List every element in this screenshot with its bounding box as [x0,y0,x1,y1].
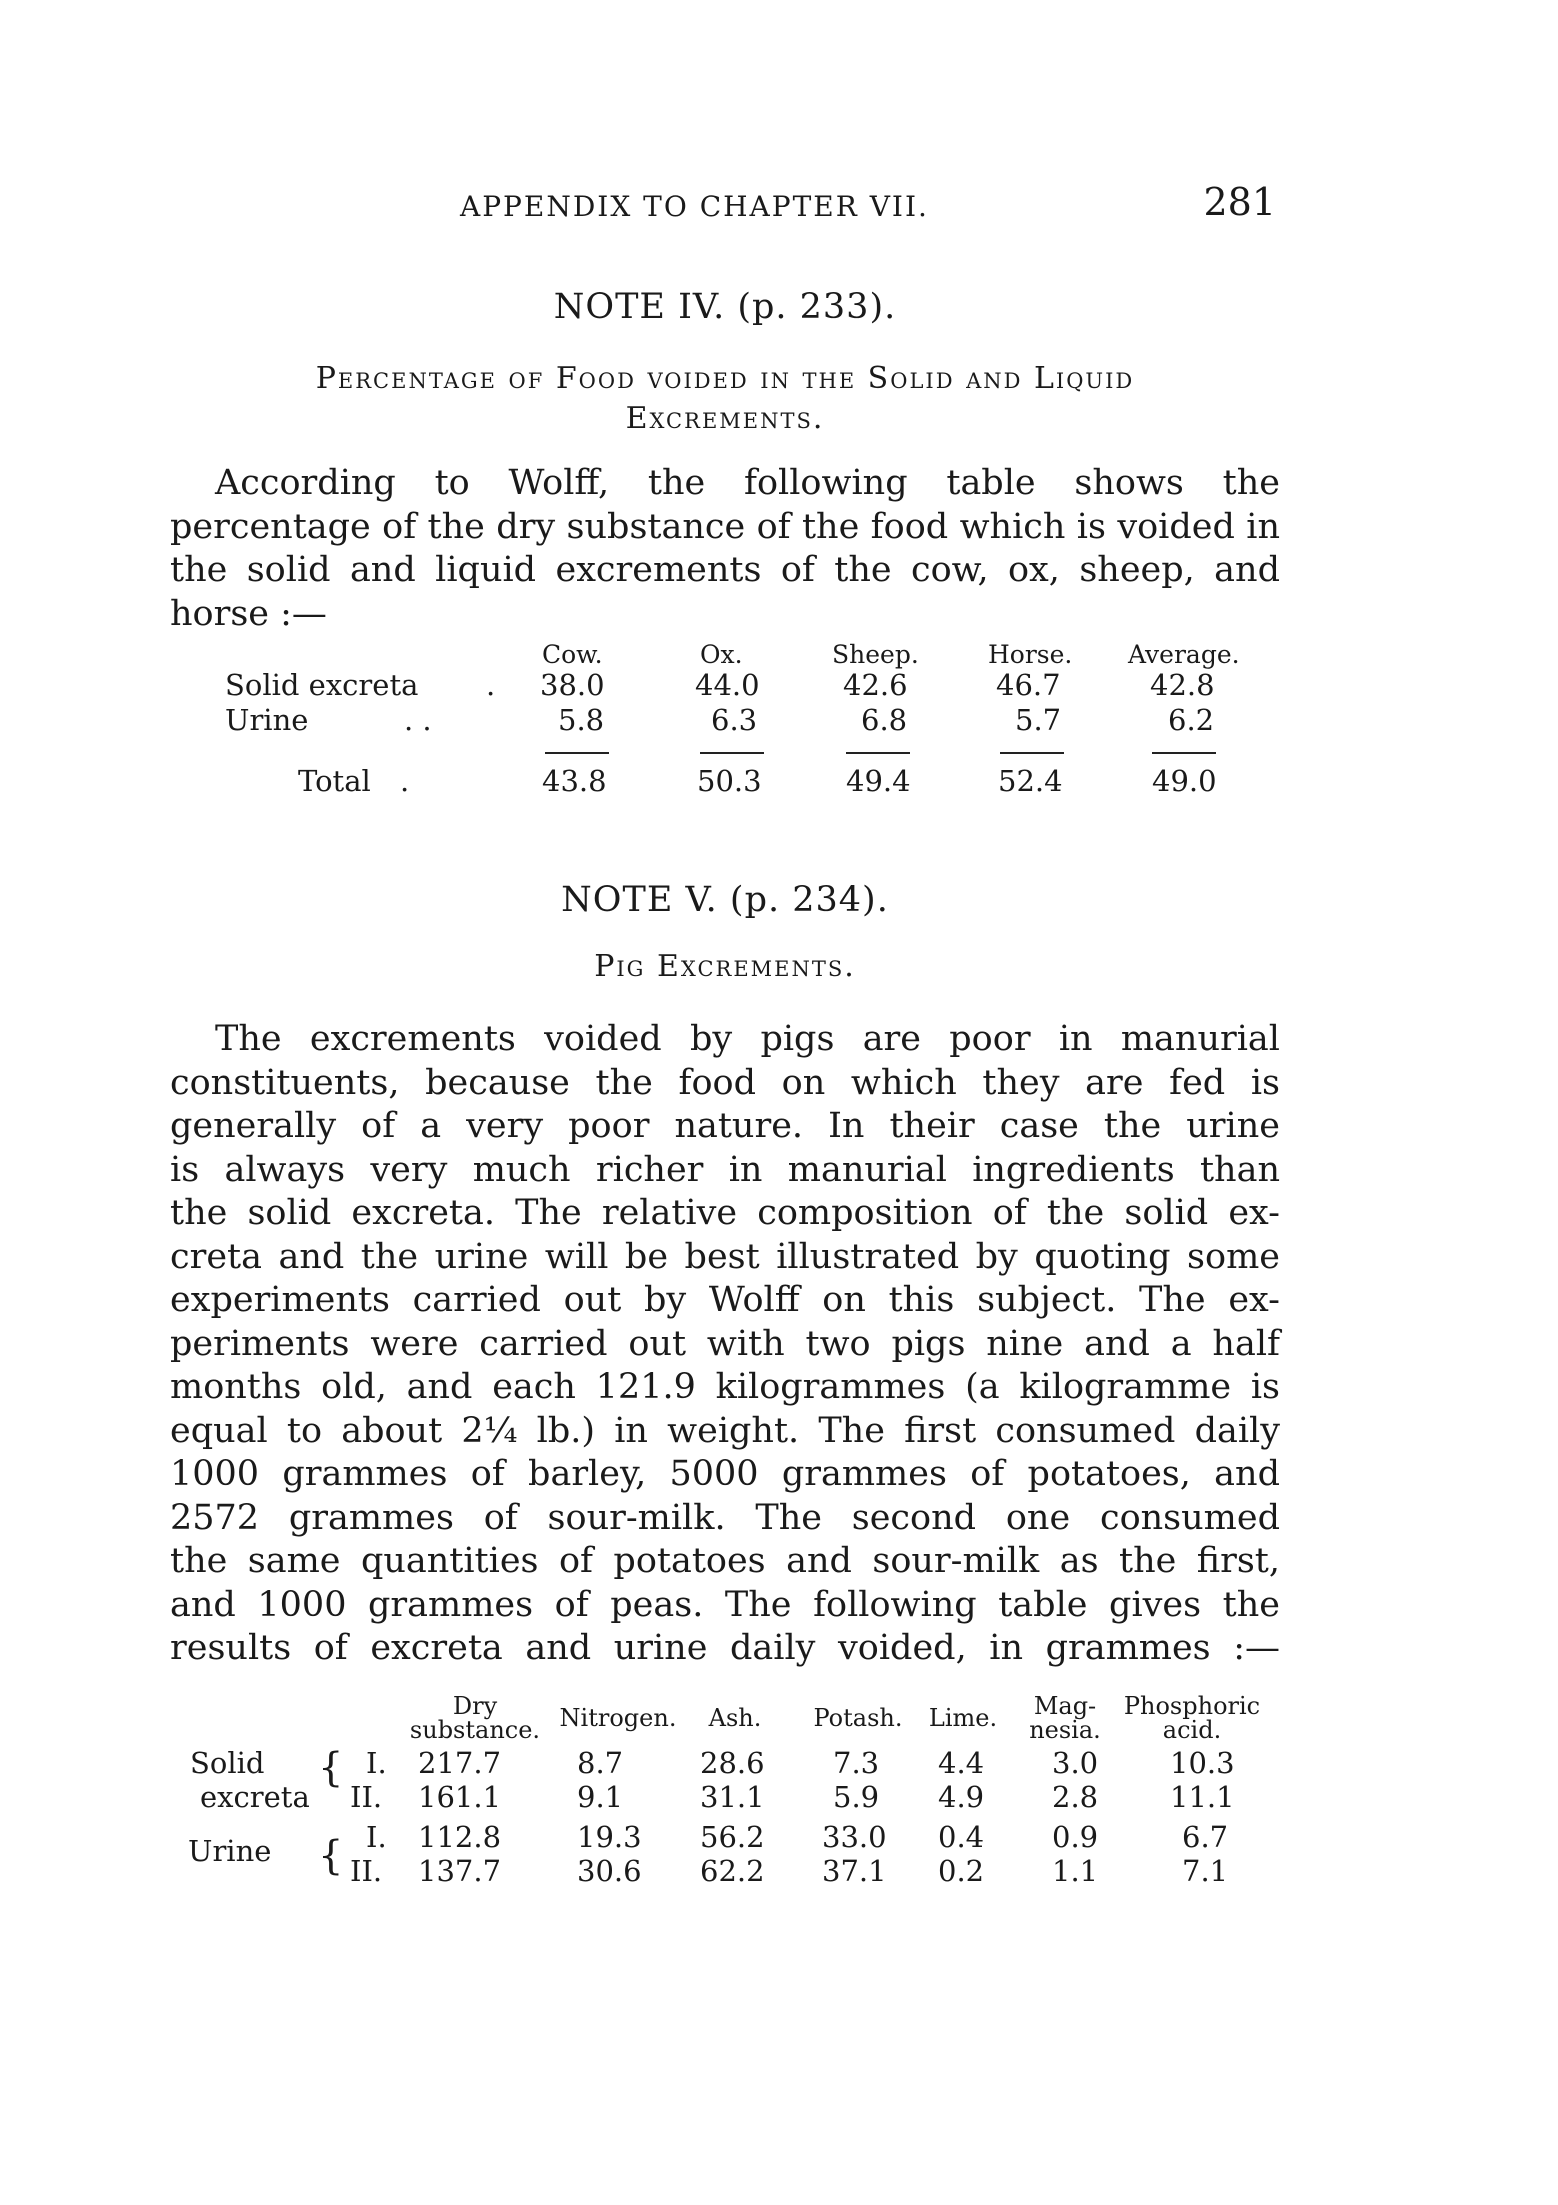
table2-group-label: Solid [190,1746,265,1780]
paragraph-line: generally of a very poor nature. In their case the urine [170,1106,1280,1146]
table2-cell: 1.1 [1052,1854,1099,1888]
page-number: 281 [1203,180,1276,224]
table2-cell: 28.6 [700,1746,765,1780]
table2-cell: 4.9 [938,1780,985,1814]
note-4-intro [170,462,1280,636]
table1-cell: 42.6 [843,668,908,702]
paragraph-line: periments were carried out with two pigs nine and a half [170,1323,1280,1364]
paragraph-line: results of excreta and urine daily voided, in grammes :— [170,1628,1280,1668]
table1-sum-rule [545,752,609,754]
table2-roman: I. [366,1820,387,1854]
table1-row-label: Solid excreta [225,668,419,702]
paragraph-line: equal to about 2¼ lb.) in weight. The first consumed daily [170,1410,1280,1451]
table2-cell: 6.7 [1182,1820,1229,1854]
table1-sum-rule [700,752,764,754]
table2-cell: 137.7 [418,1854,502,1888]
table1-col-horse: Horse. [988,640,1073,669]
table1-cell: 6.3 [711,703,758,737]
table1-row-leader: . . [404,703,432,737]
table2-cell: 62.2 [700,1854,765,1888]
note-5-paragraph [170,1018,1280,1671]
brace-symbol: { [318,1745,344,1791]
table2-col-label: Phosphoric [1123,1692,1261,1720]
table2-cell: 8.7 [577,1746,624,1780]
table2-cell: 2.8 [1052,1780,1099,1814]
table1-total-row [0,764,1558,800]
table1-cell: 6.8 [861,703,908,737]
paragraph-line: constituents, because the food on which they are fed is [170,1062,1280,1103]
table1-header [0,640,1558,670]
table1-cell: 38.0 [540,668,605,702]
table1-cell: 43.8 [542,764,607,798]
table2-cell: 7.3 [833,1746,880,1780]
table1-cell: 42.8 [1150,668,1215,702]
table2-col-label: acid. [1162,1716,1222,1744]
paragraph-line: the solid excreta. The relative composition of the solid ex- [170,1193,1280,1233]
table2-group-label: excreta [200,1780,310,1814]
table2-cell: 10.3 [1170,1746,1235,1780]
table1-cell: 52.4 [998,764,1063,798]
paragraph-line: 2572 grammes of sour-milk. The second one consumed [170,1497,1280,1538]
table1-sum-rule [846,752,910,754]
table1-col-sheep: Sheep. [832,640,919,669]
table2-col-label: Mag- [1033,1692,1097,1720]
table1-cell: 49.0 [1152,764,1217,798]
paragraph-line: is always very much richer in manurial ingredients than [170,1149,1280,1190]
table2-cell: 7.1 [1182,1854,1229,1888]
table1-cell: 44.0 [695,668,760,702]
table2-col-label: nesia. [1029,1716,1101,1744]
running-head: APPENDIX TO CHAPTER VII. [460,190,929,223]
paragraph-line: creta and the urine will be best illustrated by quoting some [170,1236,1280,1277]
table1-row [0,703,1558,739]
table1-col-ox: Ox. [700,640,743,669]
page-header [170,180,1280,230]
table1-col-cow: Cow. [542,640,603,669]
table2-cell: 4.4 [938,1746,985,1780]
table2-cell: 56.2 [700,1820,765,1854]
table2-cell: 37.1 [822,1854,887,1888]
table1-total-leader: . [400,764,410,798]
table2-group-label: Urine [188,1834,272,1868]
note-5-title: NOTE V. (p. 234). [561,880,889,920]
table1-cell: 50.3 [697,764,762,798]
table2-roman: II. [350,1854,383,1888]
table2-col-lime: Lime. [928,1704,998,1732]
table2-cell: 31.1 [700,1780,765,1814]
table2-cell: 217.7 [418,1746,502,1780]
table2-cell: 161.1 [418,1780,502,1814]
table1-col-average: Average. [1128,640,1240,669]
table1-cell: 6.2 [1168,703,1215,737]
note-4-intro-text: According to Wolff, the following table shows the percentage of the dry substance of the food which is voided in the solid and liquid excrements of the cow, ox, sheep, and horse :— [170,463,1280,634]
table2-col-nitrogen: Nitrogen. [559,1704,677,1732]
paragraph-line: the same quantities of potatoes and sour-milk as the first, [170,1541,1280,1581]
table1-total-label: Total [298,764,371,798]
table2-col-label: Dry [452,1692,498,1720]
note-5-subtitle: Pig Excrements. [594,949,856,984]
paragraph-line: The excrements voided by pigs are poor in manurial [215,1019,1280,1059]
table2-col-potash: Potash. [813,1704,903,1732]
table2-roman: I. [366,1746,387,1780]
table2-cell: 9.1 [577,1780,624,1814]
table1-cell: 5.7 [1015,703,1062,737]
table2-col-ash: Ash. [708,1704,762,1732]
table2-cell: 5.9 [833,1780,880,1814]
table2-cell: 112.8 [418,1820,502,1854]
table2-col-phosphoric-acid [1112,1694,1272,1742]
note-4-subtitle-line-2: Excrements. [625,401,825,436]
table1-row-label: Urine [225,703,309,737]
table2-col-dry-substance [400,1694,550,1742]
paragraph-line: experiments carried out by Wolff on this subject. The ex- [170,1280,1280,1320]
table2-cell: 3.0 [1052,1746,1099,1780]
table2-cell: 0.9 [1052,1820,1099,1854]
paragraph-line: 1000 grammes of barley, 5000 grammes of potatoes, and [170,1454,1280,1494]
table1-sum-rule [1000,752,1064,754]
table2-cell: 0.4 [938,1820,985,1854]
table1-cell: 46.7 [996,668,1061,702]
table2-cell: 33.0 [822,1820,887,1854]
table2-col-label: substance. [409,1716,541,1744]
table1-sum-rule [1152,752,1216,754]
table2-cell: 11.1 [1170,1780,1235,1814]
table2-cell: 0.2 [938,1854,985,1888]
table2-col-magnesia [1015,1694,1115,1742]
table1-row [0,668,1558,704]
paragraph-line: months old, and each 121.9 kilogrammes (a kilogramme is [170,1367,1280,1407]
table2 [0,1690,1558,1890]
paragraph-line: and 1000 grammes of peas. The following table gives the [170,1584,1280,1625]
note-4-subtitle-line-1: Percentage of Food voided in the Solid and Liquid [315,361,1135,396]
table1-cell: 49.4 [846,764,911,798]
table2-roman: II. [350,1780,383,1814]
table1-cell: 5.8 [558,703,605,737]
table2-cell: 19.3 [577,1820,642,1854]
brace-symbol: { [318,1833,344,1879]
table1-row-leader: . [486,668,496,702]
table2-cell: 30.6 [577,1854,642,1888]
note-4-title: NOTE IV. (p. 233). [553,287,897,327]
